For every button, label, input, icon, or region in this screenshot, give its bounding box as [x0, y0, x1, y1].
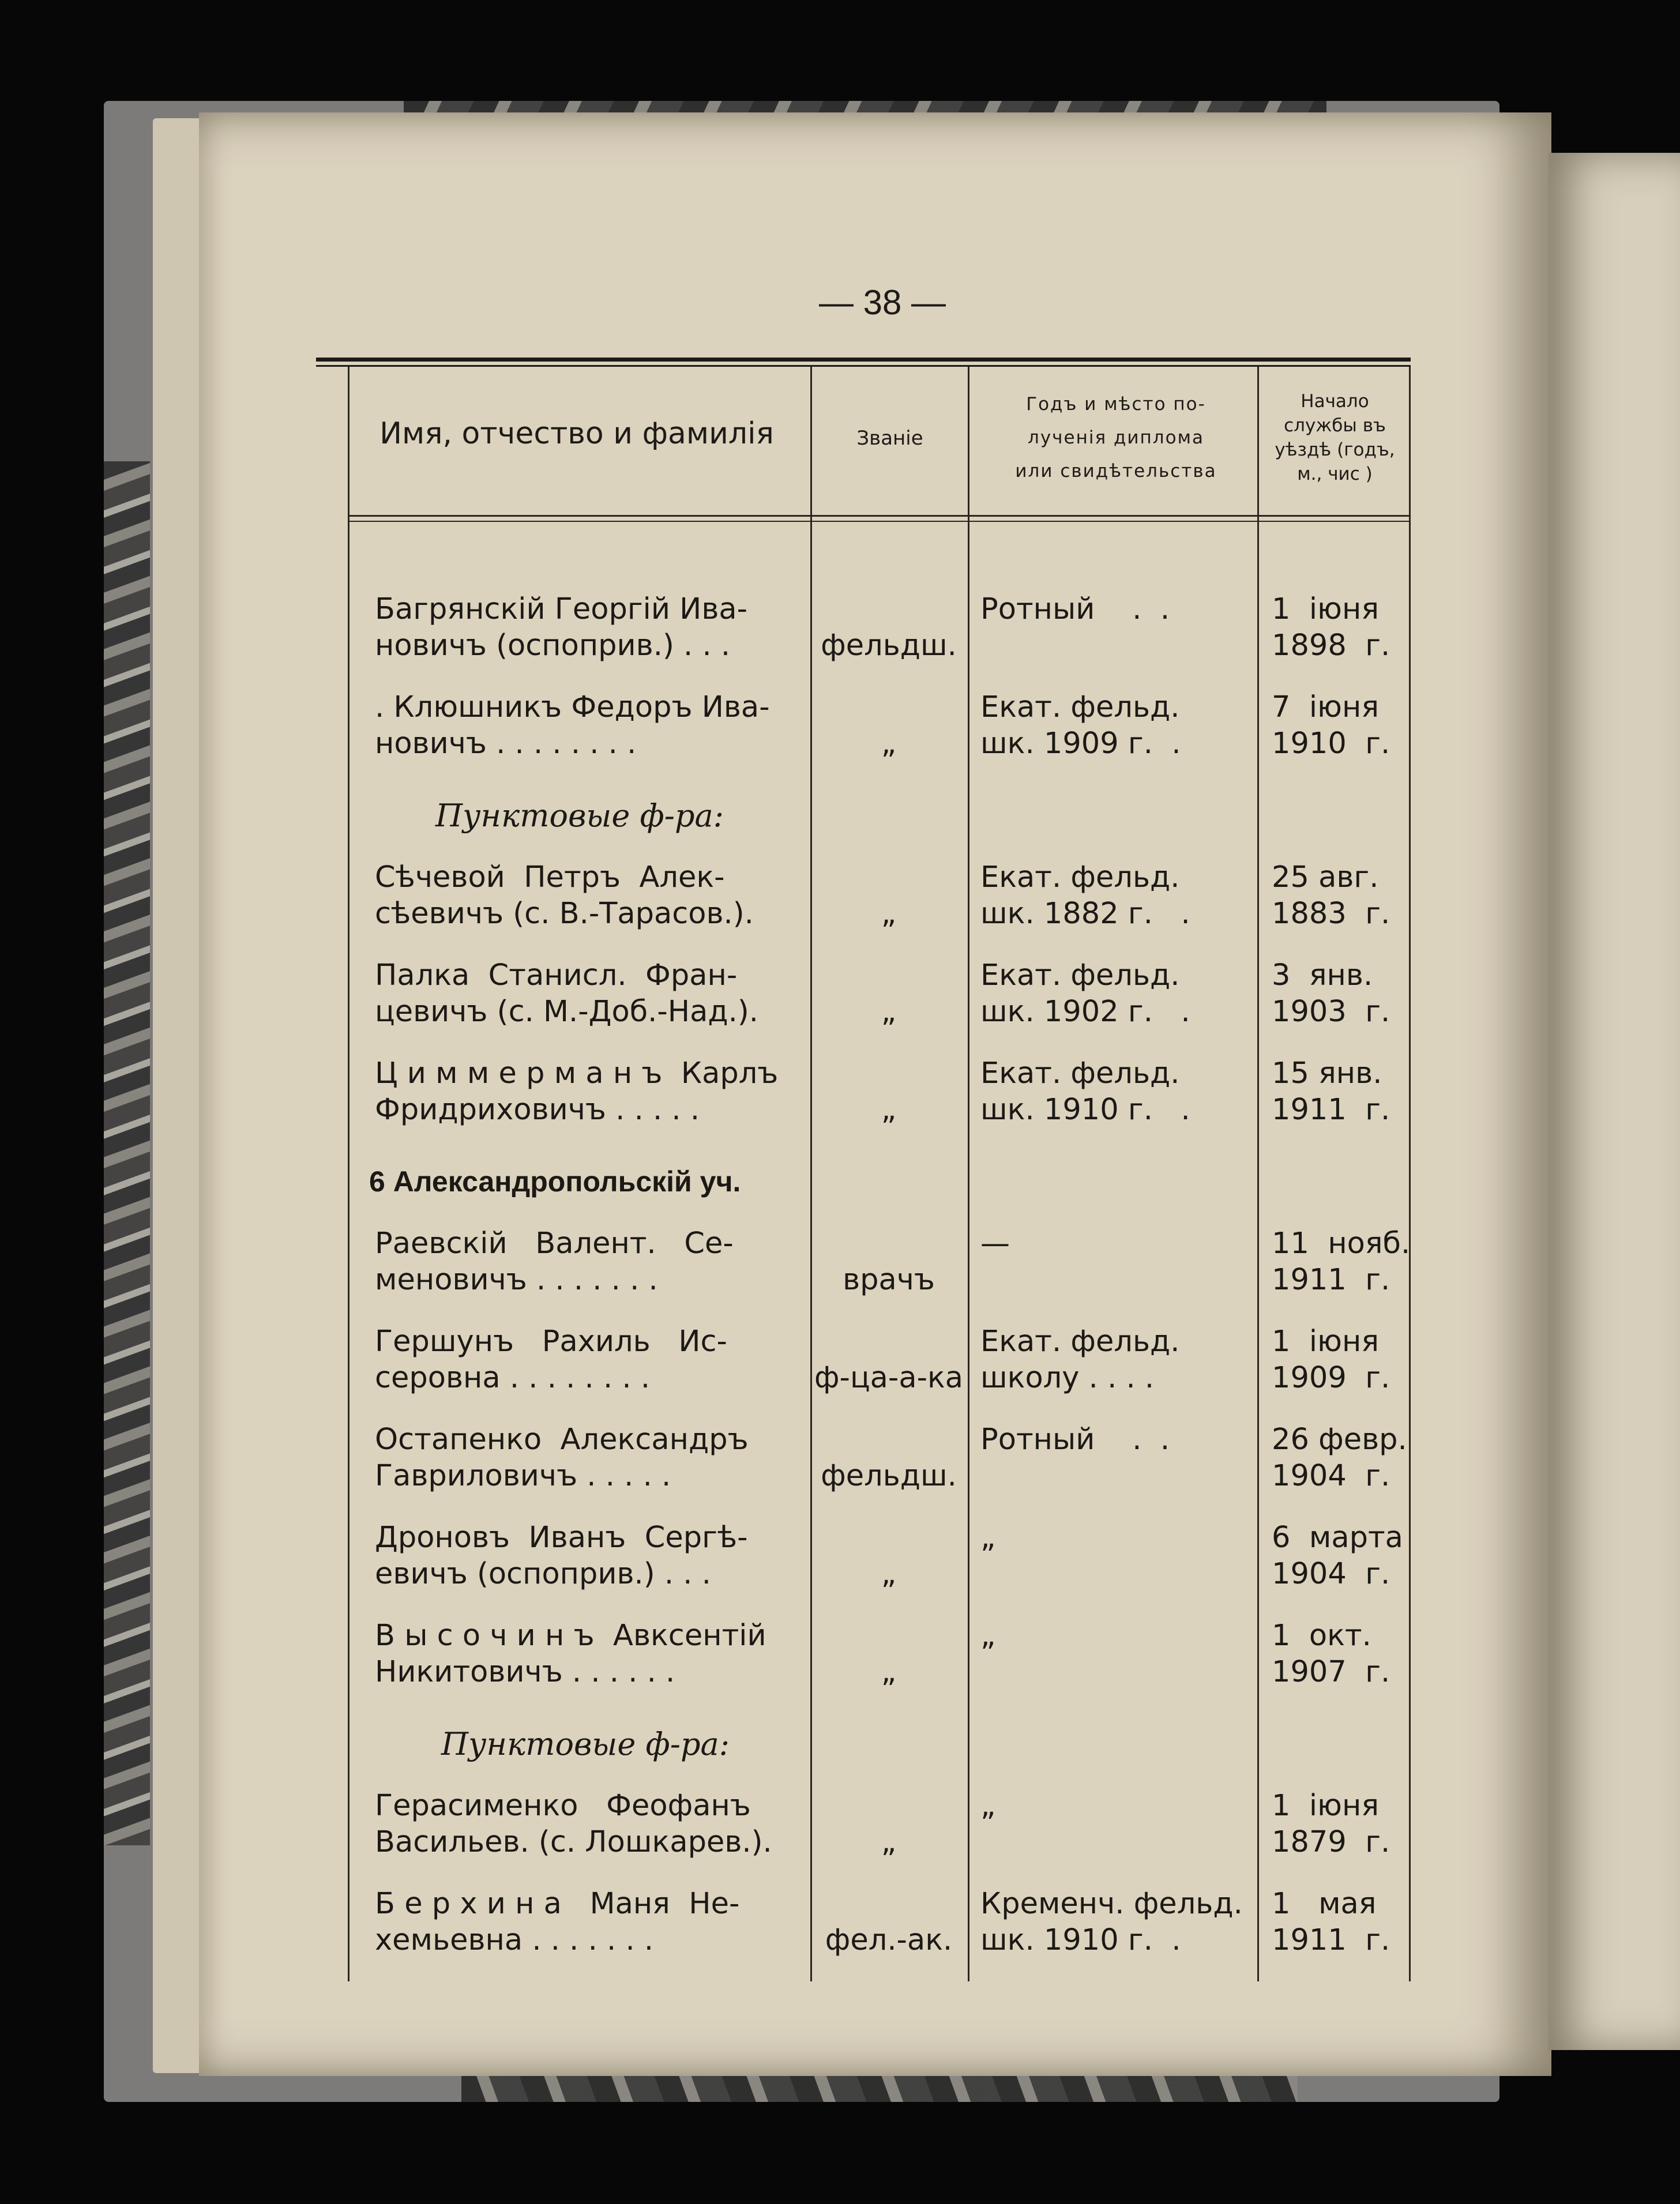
row-rank: „ — [881, 1557, 897, 1591]
row-start-line: 1883 г. — [1272, 897, 1390, 931]
row-start-line: 1911 г. — [1272, 1923, 1390, 1957]
table-top-rule-thin — [316, 365, 1411, 367]
row-rank: фельдш. — [821, 629, 957, 663]
header-diploma: Годъ и мѣсто по- лученія диплома или свидѣтельства — [1015, 394, 1217, 482]
row-rank: „ — [881, 1655, 897, 1689]
row-start-line: 7 іюня — [1272, 690, 1379, 724]
row-name — [375, 1520, 796, 1592]
row-rank: „ — [881, 897, 897, 931]
row-diploma-line: Екат. фельд. — [980, 690, 1180, 724]
row-name — [375, 591, 796, 664]
row-start — [1272, 1788, 1410, 1860]
row-start — [1272, 957, 1410, 1030]
row-start-line: 11 нояб. — [1272, 1227, 1411, 1261]
row-start-line: 25 авг. — [1272, 860, 1379, 894]
row-diploma-line: — — [980, 1227, 1010, 1261]
row-diploma-line: Екат. фельд. — [980, 958, 1180, 992]
row-start-line: 6 марта — [1272, 1521, 1403, 1555]
row-name-line: Ц и м м е р м а н ъ Карлъ — [375, 1056, 779, 1090]
row-diploma — [980, 591, 1257, 627]
row-start — [1272, 1323, 1410, 1396]
marbled-edge-left — [104, 461, 150, 1845]
row-diploma-line: шк. 1902 г. . — [980, 995, 1190, 1029]
row-rank: фел.-ак. — [825, 1923, 953, 1957]
row-start-line: 1903 г. — [1272, 995, 1390, 1029]
row-diploma-line: шк. 1910 г. . — [980, 1093, 1190, 1127]
row-name — [375, 1886, 796, 1958]
row-diploma-line: Ротный . . — [980, 592, 1170, 626]
row-name-line: цевичъ (с. М.-Доб.-Над.). — [375, 995, 758, 1029]
row-start-line: 3 янв. — [1272, 958, 1373, 992]
row-name-line: Раевскій Валент. Се- — [375, 1227, 734, 1261]
row-diploma-line: школу . . . . — [980, 1361, 1155, 1395]
row-diploma-line: Екат. фельд. — [980, 860, 1180, 894]
row-rank: фельдш. — [821, 1459, 957, 1493]
row-name-line: Остапенко Александръ — [375, 1423, 749, 1457]
row-name — [375, 859, 796, 932]
row-start-line: 26 февр. — [1272, 1423, 1407, 1457]
column-divider-rank — [810, 367, 812, 1981]
row-diploma-line: шк. 1882 г. . — [980, 897, 1190, 931]
row-rank: ф-ца-а-ка — [814, 1361, 964, 1395]
row-name-line: . Клюшникъ Федоръ Ива- — [375, 690, 770, 724]
row-diploma — [980, 1421, 1257, 1458]
row-rank: „ — [881, 727, 897, 761]
row-name-line: новичъ (оспоприв.) . . . — [375, 629, 731, 663]
row-diploma-line: шк. 1909 г. . — [980, 727, 1181, 761]
row-name — [375, 1421, 796, 1494]
header-start: Начало службы въ уѣздѣ (годъ, м., чис ) — [1275, 391, 1395, 484]
row-start-line: 1911 г. — [1272, 1263, 1390, 1297]
row-start-line: 1907 г. — [1272, 1655, 1390, 1689]
row-rank: „ — [881, 995, 897, 1029]
row-diploma — [980, 1618, 1257, 1654]
row-name-line: Палка Станисл. Фран- — [375, 958, 738, 992]
row-diploma-line: Ротный . . — [980, 1423, 1170, 1457]
section-district: 6 Александропольскій уч. — [369, 1165, 741, 1198]
row-name-line: новичъ . . . . . . . . — [375, 727, 637, 761]
table-left-border — [348, 367, 349, 1981]
row-start — [1272, 1225, 1410, 1298]
row-name-line: Герасименко Феофанъ — [375, 1789, 751, 1823]
row-name-line: хемьевна . . . . . . . — [375, 1923, 654, 1957]
row-start-line: 1911 г. — [1272, 1093, 1390, 1127]
row-start-line: 15 янв. — [1272, 1056, 1382, 1090]
row-name-line: Сѣчевой Петръ Алек- — [375, 860, 725, 894]
row-rank: „ — [881, 1093, 897, 1127]
section-punkt-2: Пунктовые ф-ра: — [441, 1726, 730, 1762]
row-start — [1272, 1886, 1410, 1958]
row-diploma-line: шк. 1910 г. . — [980, 1923, 1181, 1957]
row-diploma — [980, 1225, 1257, 1262]
row-diploma — [980, 1323, 1257, 1396]
row-name-line: Васильев. (с. Лошкарев.). — [375, 1825, 772, 1859]
row-rank: врачъ — [843, 1263, 935, 1297]
row-name — [375, 957, 796, 1030]
row-start-line: 1 іюня — [1272, 1789, 1379, 1823]
row-start-line: 1 мая — [1272, 1887, 1377, 1921]
row-start-line: 1 іюня — [1272, 592, 1379, 626]
row-name-line: Фридриховичъ . . . . . — [375, 1093, 700, 1127]
header-bottom-rule-thin — [348, 521, 1409, 522]
row-start-line: 1879 г. — [1272, 1825, 1390, 1859]
row-diploma — [980, 1055, 1257, 1128]
row-name-line: Дроновъ Иванъ Сергѣ- — [375, 1521, 748, 1555]
row-name — [375, 689, 796, 762]
row-name-line: серовна . . . . . . . . — [375, 1361, 651, 1395]
section-punkt-1: Пунктовые ф-ра: — [435, 798, 724, 834]
row-start — [1272, 689, 1410, 762]
row-diploma — [980, 1520, 1257, 1556]
header-bottom-rule — [348, 515, 1409, 517]
row-diploma-line: „ — [980, 1789, 996, 1823]
row-start — [1272, 1055, 1410, 1128]
facing-page — [1549, 153, 1680, 2050]
row-start-line: 1910 г. — [1272, 727, 1390, 761]
row-name — [375, 1788, 796, 1860]
row-diploma — [980, 689, 1257, 762]
header-rank: Званіе — [856, 427, 923, 450]
row-diploma — [980, 1788, 1257, 1824]
row-name-line: сѣевичъ (с. В.-Тарасов.). — [375, 897, 754, 931]
row-name-line: Никитовичъ . . . . . . — [375, 1655, 675, 1689]
row-diploma-line: „ — [980, 1521, 996, 1555]
row-diploma-line: Екат. фельд. — [980, 1325, 1180, 1359]
row-start — [1272, 591, 1410, 664]
row-name — [375, 1618, 796, 1690]
row-start — [1272, 859, 1410, 932]
row-start — [1272, 1520, 1410, 1592]
row-diploma-line: Екат. фельд. — [980, 1056, 1180, 1090]
row-diploma — [980, 957, 1257, 1030]
header-name: Имя, отчество и фамилія — [379, 416, 774, 451]
row-name-line: евичъ (оспоприв.) . . . — [375, 1557, 711, 1591]
table-top-rule — [316, 358, 1411, 362]
row-name — [375, 1225, 796, 1298]
row-name-line: Багрянскій Георгій Ива- — [375, 592, 748, 626]
row-name — [375, 1323, 796, 1396]
row-start-line: 1 іюня — [1272, 1325, 1379, 1359]
row-start-line: 1904 г. — [1272, 1459, 1390, 1493]
row-name-line: Гершунъ Рахиль Ис- — [375, 1325, 727, 1359]
column-divider-diploma — [968, 367, 969, 1981]
row-diploma — [980, 1886, 1257, 1958]
page-number: — 38 — — [818, 283, 946, 322]
row-rank: „ — [881, 1825, 897, 1859]
row-name — [375, 1055, 796, 1128]
row-start — [1272, 1618, 1410, 1690]
row-diploma-line: „ — [980, 1619, 996, 1653]
column-divider-start — [1257, 367, 1259, 1981]
row-start-line: 1904 г. — [1272, 1557, 1390, 1591]
row-start-line: 1898 г. — [1272, 629, 1390, 663]
row-name-line: меновичъ . . . . . . . — [375, 1263, 658, 1297]
row-name-line: В ы с о ч и н ъ Авксентій — [375, 1619, 766, 1653]
row-start — [1272, 1421, 1410, 1494]
row-name-line: Гавриловичъ . . . . . — [375, 1459, 671, 1493]
row-start-line: 1 окт. — [1272, 1619, 1371, 1653]
row-start-line: 1909 г. — [1272, 1361, 1390, 1395]
row-diploma-line: Кременч. фельд. — [980, 1887, 1243, 1921]
row-diploma — [980, 859, 1257, 932]
row-name-line: Б е р х и н а Маня Не- — [375, 1887, 740, 1921]
